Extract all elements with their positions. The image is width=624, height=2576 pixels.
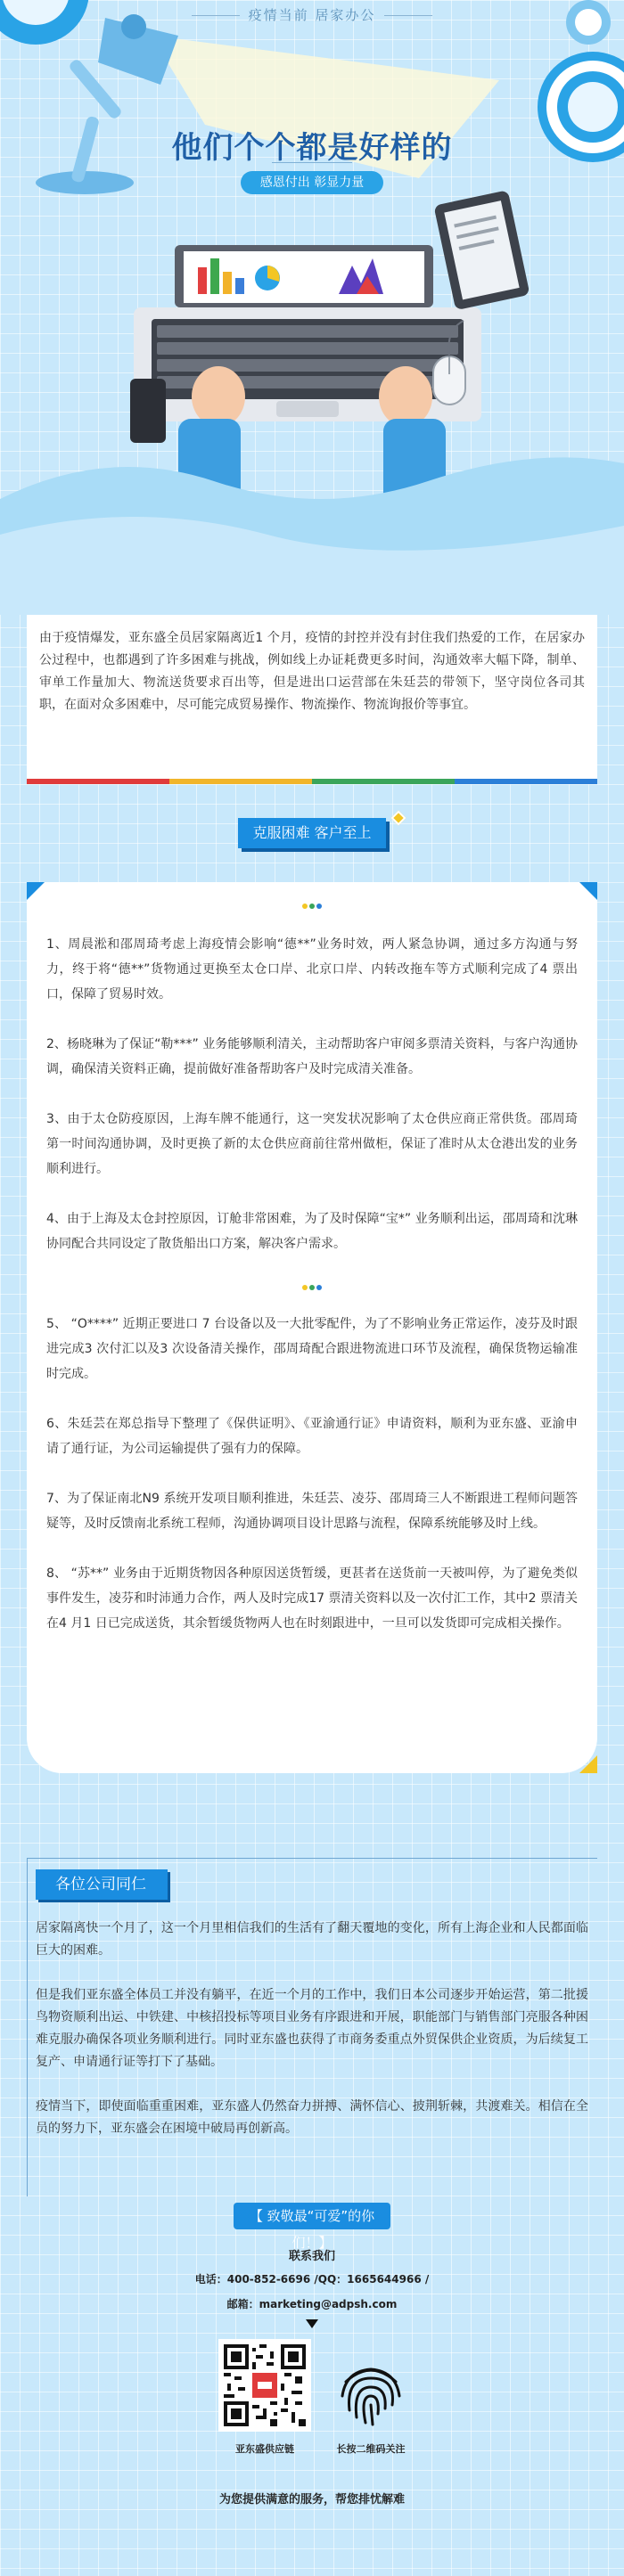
corner-triangle bbox=[579, 882, 597, 900]
intro-card bbox=[27, 615, 597, 784]
subtitle-badge: 感恩付出 彰显力量 bbox=[241, 171, 383, 194]
dot-divider bbox=[46, 1274, 578, 1301]
intro-text: 由于疫情爆发，亚东盛全员居家隔离近1 个月，疫情的封控并没有封住我们热爱的工作，在居家办公过程中，也都遇到了许多困难与挑战，例如线上办证耗费更多时间，沟通效率大幅下降，制单、审单工作量加大、物流送货要求百出等，但是进出口运营部在朱廷芸的带领下，坚守岗位各司其职，在面对众多困难中，尽可能完成贸易操作、物流操作、物流询报价等事宜。 bbox=[39, 631, 585, 712]
qr-code[interactable] bbox=[218, 2339, 311, 2432]
section2-paragraph: 但是我们亚东盛全体员工并没有躺平，在近一个月的工作中，我们日本公司逐步开始运营，第二批援鸟物资顺利出运、中铁建、中核招投标等项目业务有序跟进和开展，职能部门与销售部门亮服各种困难克服办确保各项业务顺利进行。同时亚东盛也获得了市商务委重点外贸保供企业资质，为后续复工复产、申请通行证等打下了基础。 bbox=[36, 1988, 588, 2069]
section2-body bbox=[36, 1918, 588, 2163]
contact-phone: 电话：400-852-6696 /QQ：1665644966 / bbox=[194, 2273, 430, 2286]
fingerprint-caption: 长按二维码关注 bbox=[336, 2443, 406, 2455]
qr-caption: 亚东盛供应链 bbox=[235, 2443, 294, 2455]
diamond-icon bbox=[391, 811, 406, 826]
top-label bbox=[0, 5, 624, 24]
achievements-card bbox=[27, 882, 597, 1773]
achievement-item: 6、朱廷芸在郑总指导下整理了《保供证明》、《亚渝通行证》申请资料，顺利为亚东盛、亚渝申请了通行证，为公司运输提供了强有力的保障。 bbox=[46, 1417, 578, 1456]
contact-email[interactable]: 邮箱：marketing@adpsh.com bbox=[226, 2298, 398, 2310]
desk-lamp-icon bbox=[36, 14, 178, 194]
footer-slogan: 为您提供满意的服务，帮您排忧解难 bbox=[218, 2493, 405, 2506]
achievement-item: 2、杨晓琳为了保证“勒***” 业务能够顺利清关，主动帮助客户审阅多票清关资料，与客户沟通协调，确保清关资料正确，提前做好准备帮助客户及时完成清关准备。 bbox=[46, 1037, 578, 1076]
qr-code-icon bbox=[224, 2344, 306, 2426]
section2-paragraph: 居家隔离快一个月了，这一个月里相信我们的生活有了翻天覆地的变化，所有上海企业和人民都面临巨大的困难。 bbox=[36, 1921, 588, 1958]
phone-icon bbox=[130, 379, 166, 443]
achievement-item: 5、 “O****” 近期正要进口 7 台设备以及一大批零配件，为了不影响业务正常运作，凌芬及时跟进完成3 次付汇以及3 次设备清关操作，邵周琦配合跟进物流进口环节及流程，确保货物运输准时完成。 bbox=[46, 1317, 578, 1381]
contact-title: 联系我们 bbox=[288, 2250, 335, 2263]
dot-divider bbox=[46, 893, 578, 920]
hero-banner bbox=[0, 0, 624, 615]
hero-illustration bbox=[0, 0, 624, 615]
color-bar bbox=[27, 779, 597, 784]
fingerprint-icon[interactable] bbox=[333, 2355, 408, 2430]
tablet-icon bbox=[433, 190, 530, 310]
corner-triangle bbox=[27, 882, 45, 900]
corner-triangle-yellow bbox=[579, 1755, 597, 1773]
section2-tag: 各位公司同仁 bbox=[36, 1869, 168, 1900]
arrow-down-icon bbox=[306, 2319, 318, 2328]
achievement-item: 1、周晨淞和邵周琦考虑上海疫情会影响“德**”业务时效，两人紧急协调，通过多方沟通与努力，终于将“德**”货物通过更换至太仓口岸、北京口岸、内转改拖车等方式顺利完成了4 票出口，保障了贸易时效。 bbox=[46, 937, 578, 1002]
section2-frame-left bbox=[27, 1858, 28, 2196]
page-title: 他们个个都是好样的 bbox=[171, 130, 453, 166]
achievement-item: 4、由于上海及太仓封控原因，订舱非常困难，为了及时保障“宝*” 业务顺利出运，邵周琦和沈琳协同配合共同设定了散货船出口方案，解决客户需求。 bbox=[46, 1212, 578, 1251]
achievement-item: 8、 “苏**” 业务由于近期货物因各种原因送货暂缓，更甚者在送货前一天被叫停，为了避免类似事件发生，凌芬和时沛通力合作，两人及时完成17 票清关资料以及一次付汇工作，其中2 票清关在4 月1 日已完成送货，其余暂缓货物两人也在时刻跟进中，一旦可以发货即可完成相关操作。 bbox=[46, 1566, 578, 1631]
thanks-banner: 【 致敬最“可爱”的你们！】 bbox=[234, 2203, 390, 2229]
achievement-item: 7、为了保证南北N9 系统开发项目顺利推进，朱廷芸、凌芬、邵周琦三人不断跟进工程师问题答疑等，及时反馈南北系统工程师，沟通协调项目设计思路与流程，保障系统能够及时上线。 bbox=[46, 1492, 578, 1531]
section2-paragraph: 疫情当下，即使面临重重困难，亚东盛人仍然奋力拼搏、满怀信心、披荆斩棘，共渡难关。相信在全员的努力下，亚东盛会在困境中破局再创新高。 bbox=[36, 2099, 588, 2136]
top-label-text: 疫情当前 居家办公 bbox=[248, 7, 376, 23]
section1-tag: 克服困难 客户至上 bbox=[238, 818, 386, 848]
achievement-item: 3、由于太仓防疫原因，上海车牌不能通行，这一突发状况影响了太仓供应商正常供货。邵周琦第一时间沟通协调，及时更换了新的太仓供应商前往常州做柜，保证了准时从太仓港出发的业务顺利进行。 bbox=[46, 1112, 578, 1176]
